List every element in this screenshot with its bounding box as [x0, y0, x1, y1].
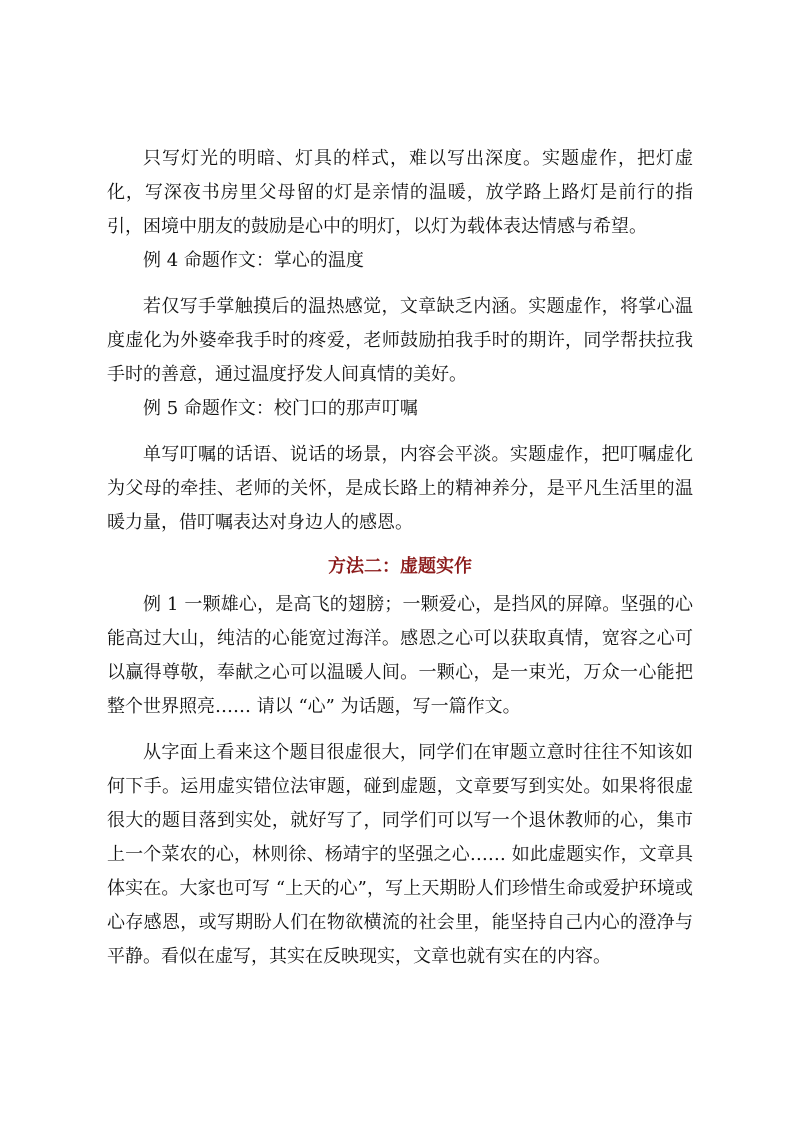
example-4-body: 若仅写手掌触摸后的温热感觉，文章缺乏内涵。实题虚作，将掌心温度虚化为外婆牵我手时的疼爱，老师鼓励拍我手时的期许，同学帮扶拉我手时的善意，通过温度抒发人间真情的美好。	[107, 296, 693, 385]
document-page	[107, 142, 693, 974]
example-1-body: 例 1 一颗雄心，是高飞的翅膀；一颗爱心，是挡风的屏障。坚强的心能高过大山，纯洁的心能宽过海洋。感恩之心可以获取真情，宽容之心可以赢得尊敬，奉献之心可以温暖人间。一颗心，是一束光，万众一心能把整个世界照亮…… 请以 “心” 为话题，写一篇作文。	[107, 594, 693, 717]
example-4-title: 例 4 命题作文：掌心的温度	[143, 250, 364, 271]
method-two-heading: 方法二：虚题实作	[328, 556, 472, 577]
example-5-body: 单写叮嘱的话语、说话的场景，内容会平淡。实题虚作，把叮嘱虚化为父母的牵挂、老师的关怀，是成长路上的精神养分，是平凡生活里的温暖力量，借叮嘱表达对身边人的感恩。	[107, 444, 693, 533]
paragraph-heart-analysis: 从字面上看来这个题目很虚很大，同学们在审题立意时往往不知该如何下手。运用虚实错位法审题，碰到虚题，文章要写到实处。如果将很虚很大的题目落到实处，就好写了，同学们可以写一个退休教师的心，集市上一个菜农的心，林则徐、杨靖宇的坚强之心…… 如此虚题实作，文章具体实在。大家也可写 “上天的心”，写上天期盼人们珍惜生命或爱护环境或心存感恩，或写期盼人们在物欲横流的社会里，能坚持自己内心的澄净与平静。看似在虚写，其实在反映现实，文章也就有实在的内容。	[107, 742, 693, 967]
paragraph-lamp-analysis: 只写灯光的明暗、灯具的样式，难以写出深度。实题虚作，把灯虚化，写深夜书房里父母留的灯是亲情的温暖，放学路上路灯是前行的指引，困境中朋友的鼓励是心中的明灯，以灯为载体表达情感与希望。	[107, 148, 693, 237]
example-5-title: 例 5 命题作文：校门口的那声叮嘱	[143, 398, 418, 419]
